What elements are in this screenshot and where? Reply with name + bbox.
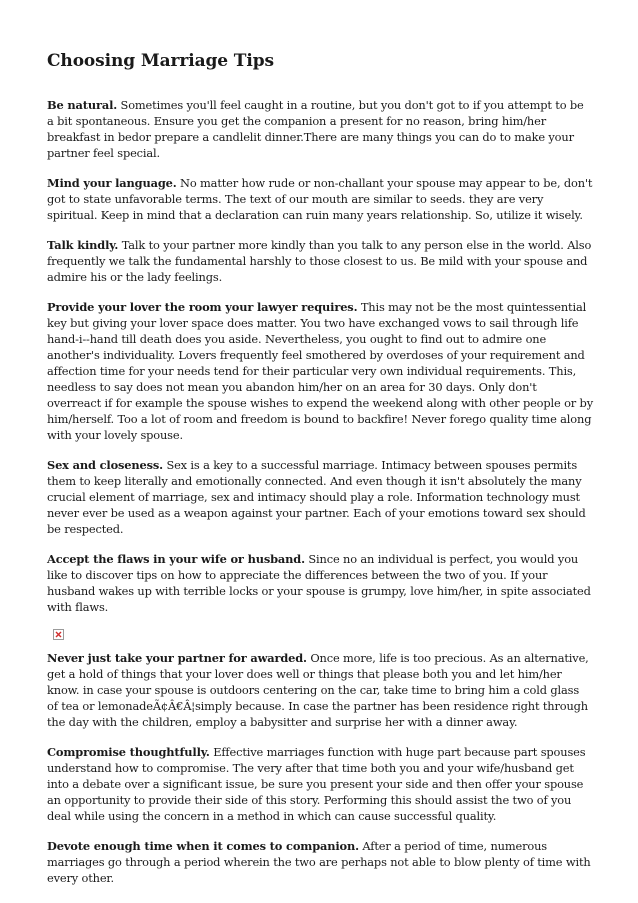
paragraph-lead: Devote enough time when it comes to companion. <box>47 839 359 853</box>
paragraph-body: After a period of time, numerous marriages go through a period wherein the two are perhaps not able to blow plenty of time with every other. <box>47 839 591 885</box>
paragraph-lead: Be natural. <box>47 98 118 112</box>
document-page <box>47 50 593 900</box>
paragraph-sex-closeness <box>47 457 593 537</box>
paragraph-lead: Accept the flaws in your wife or husband. <box>47 552 305 566</box>
paragraph-body: No matter how rude or non-challant your spouse may appear to be, don't got to state unfavorable terms. The text of our mouth are similar to seeds. they are very spiritual. Keep in mind that a declaration can ruin many years relationship. So, utilize it wisely. <box>47 176 593 222</box>
paragraph-give-room <box>47 299 593 443</box>
paragraph-lead: Talk kindly. <box>47 238 119 252</box>
paragraph-body: This may not be the most quintessential key but giving your lover space does matter. You two have exchanged vows to sail through life hand-i--hand till death does you aside. Nevertheless, you ought to find out to admire one another's individuality. Lovers frequently feel smothered by overdoses of your requirement and affection time for your needs tend for their particular very own individual requirements. This, needless to say does not mean you abandon him/her on an area for 30 days. Only don't overreact if for example the spouse wishes to expend the weekend along with other people or by him/herself. Too a lot of room and freedom is bound to backfire! Never forego quality time along with your lovely spouse. <box>47 300 593 442</box>
paragraph-mind-language <box>47 175 593 223</box>
broken-image-x-icon <box>55 631 62 638</box>
paragraph-body: Since no an individual is perfect, you would you like to discover tips on how to appreciate the differences between the two of you. If your husband wakes up with terrible locks or your spouse is grumpy, love him/her, in spite associated with flaws. <box>47 552 591 614</box>
paragraph-lead: Never just take your partner for awarded. <box>47 651 307 665</box>
broken-image-icon <box>53 629 64 640</box>
paragraph-body: Sex is a key to a successful marriage. Intimacy between spouses permits them to keep literally and emotionally connected. And even though it isn't absolutely the many crucial element of marriage, sex and intimacy should play a role. Information technology must never ever be used as a weapon against your partner. Each of your emotions toward sex should be respected. <box>47 458 586 536</box>
paragraph-talk-kindly <box>47 237 593 285</box>
paragraph-accept-flaws <box>47 551 593 615</box>
paragraph-lead: Provide your lover the room your lawyer requires. <box>47 300 358 314</box>
paragraph-devote-time <box>47 838 593 886</box>
paragraph-body: Effective marriages function with huge part because part spouses understand how to compromise. The very after that time both you and your wife/husband get into a debate over a significant issue, be sure you present your side and then offer your spouse an opportunity to provide their side of this story. Performing this should assist the two of you deal while using the concern in a method in which can cause successful quality. <box>47 745 586 823</box>
paragraph-lead: Mind your language. <box>47 176 177 190</box>
paragraph-body: Talk to your partner more kindly than you talk to any person else in the world. Also frequently we talk the fundamental harshly to those closest to us. Be mild with your spouse and admire his or the lady feelings. <box>47 238 592 284</box>
paragraph-never-take-granted <box>47 650 593 730</box>
paragraph-body: Sometimes you'll feel caught in a routine, but you don't got to if you attempt to be a bit spontaneous. Ensure you get the companion a present for no reason, bring him/her breakfast in bedor prepare a candlelit dinner.There are many things you can do to make your partner feel special. <box>47 98 584 160</box>
paragraph-lead: Compromise thoughtfully. <box>47 745 210 759</box>
paragraph-compromise <box>47 744 593 824</box>
paragraph-body: Once more, life is too precious. As an alternative, get a hold of things that your lover does well or things that please both you and let him/her know. in case your spouse is outdoors centering on the car, take time to bring him a cold glass of tea or lemonadeÃ¢Â€Â¦simply because. In case the partner has been residence right through the day with the children, employ a babysitter and surprise her with a dinner away. <box>47 651 589 729</box>
paragraph-be-natural <box>47 97 593 161</box>
document-title: Choosing Marriage Tips <box>47 51 274 71</box>
paragraph-lead: Sex and closeness. <box>47 458 163 472</box>
